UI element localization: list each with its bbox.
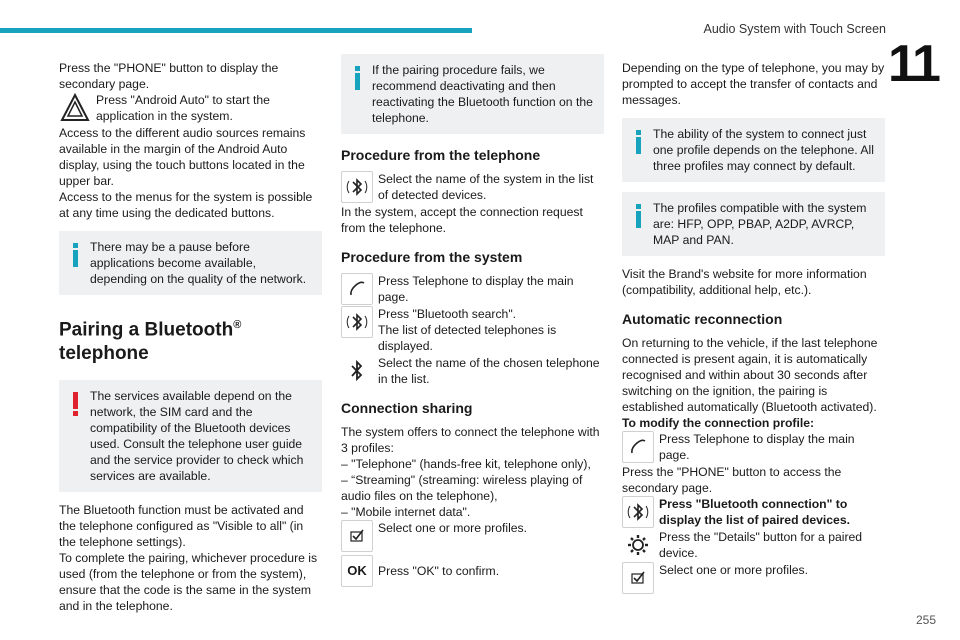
- info-note: [341, 54, 604, 134]
- paragraph: Access to the different audio sources remains available in the margin of the Android Auto display, using the touch buttons located in the upper bar.: [59, 126, 306, 188]
- info-icon: [629, 129, 651, 155]
- warning-icon: [66, 391, 88, 417]
- paragraph: Access to the menus for the system is possible at any time using the dedicated buttons.: [59, 190, 313, 220]
- paragraph: Depending on the type of telephone, you may by prompted to accept the transfer of contacts and messages.: [622, 61, 885, 107]
- instruction-row: [341, 171, 604, 203]
- paragraph: The system offers to connect the telephone with 3 profiles:: [341, 425, 600, 455]
- heading-automatic-reconnection: Automatic reconnection: [622, 311, 783, 327]
- instruction-row: [341, 555, 604, 587]
- info-icon: [348, 65, 370, 91]
- instruction-text: Press "Bluetooth connection" to display the list of paired devices.: [659, 497, 851, 527]
- instruction-row: [341, 355, 604, 387]
- paragraph: To complete the pairing, whichever procedure is used (from the telephone or from the system), ensure that the code is the same in the system and in the telephone.: [59, 551, 318, 614]
- header-accent-bar: [0, 28, 472, 33]
- warning-note: [59, 380, 322, 492]
- instruction-text: Press Telephone to display the main page.: [378, 274, 574, 304]
- telephone-icon: [622, 431, 654, 463]
- paragraph: On returning to the vehicle, if the last telephone connected is present again, it is automatically recognised and within about 30 seconds after switching on the ignition, the pairing is established automatically (Bluetooth activated).: [622, 336, 878, 414]
- instruction-text: Press "Bluetooth search".: [378, 307, 517, 321]
- instruction-text: The list of detected telephones is displayed.: [378, 323, 557, 353]
- instruction-text: Press "OK" to confirm.: [378, 564, 500, 578]
- instruction-row: [341, 306, 604, 354]
- page-number: 255: [915, 613, 936, 627]
- chapter-number: 11: [888, 35, 939, 93]
- instruction-row: [341, 273, 604, 305]
- paragraph: To modify the connection profile:: [622, 416, 815, 430]
- note-text: The services available depend on the network, the SIM card and the compatibility of the Bluetooth devices used. Consult the telephone user guide and the service provider to check which services are available.: [90, 389, 304, 484]
- instruction-row: [622, 529, 885, 561]
- heading-pairing: Pairing a Bluetooth® telephone: [59, 319, 242, 365]
- checkbox-icon: [622, 562, 654, 594]
- info-icon: [629, 203, 651, 229]
- list-item: – "Telephone" (hands-free kit, telephone only),: [341, 457, 591, 471]
- section-title: Audio System with Touch Screen: [703, 22, 886, 36]
- instruction-text: Press the "Details" button for a paired device.: [659, 530, 863, 560]
- paragraph: Press the "PHONE" button to access the secondary page.: [622, 465, 842, 495]
- list-item: – “Streaming" (streaming: wireless playing of audio files on the telephone),: [341, 473, 583, 503]
- gear-icon: [622, 529, 654, 561]
- instruction-row: [341, 520, 604, 552]
- column-3: [622, 60, 885, 595]
- column-2: [341, 54, 604, 588]
- paragraph: Press the "PHONE" button to display the secondary page.: [59, 61, 279, 91]
- instruction-text: Press "Android Auto" to start the application in the system.: [96, 93, 270, 123]
- instruction-text: Select one or more profiles.: [378, 521, 528, 535]
- instruction-text: Select one or more profiles.: [659, 563, 809, 577]
- heading-connection-sharing: Connection sharing: [341, 400, 473, 416]
- info-note: [59, 231, 322, 295]
- ok-icon: OK: [341, 555, 373, 587]
- instruction-text: Select the name of the chosen telephone in the list.: [378, 356, 600, 386]
- instruction-row: [622, 562, 885, 594]
- note-text: The ability of the system to connect just one profile depends on the telephone. All three profiles may connect by default.: [653, 127, 874, 173]
- instruction-text: Select the name of the system in the list of detected devices.: [378, 172, 594, 202]
- note-text: There may be a pause before applications become available, depending on the quality of the network.: [90, 240, 307, 286]
- note-text: If the pairing procedure fails, we recommend deactivating and then reactivating the Bluetooth function on the telephone.: [372, 63, 593, 125]
- info-icon: [66, 242, 88, 268]
- list-item: – "Mobile internet data".: [341, 505, 471, 519]
- column-1: [59, 60, 322, 614]
- instruction-text: Press Telephone to display the main page.: [659, 432, 855, 462]
- heading-procedure-system: Procedure from the system: [341, 249, 523, 265]
- bluetooth-search-icon: [341, 306, 373, 338]
- paragraph: The Bluetooth function must be activated and the telephone configured as "Visible to all" (in the telephone settings).: [59, 503, 304, 550]
- heading-procedure-telephone: Procedure from the telephone: [341, 147, 541, 163]
- info-note: [622, 192, 885, 256]
- bluetooth-icon: [341, 171, 373, 203]
- bluetooth-connection-icon: [622, 496, 654, 528]
- telephone-icon: [341, 273, 373, 305]
- android-auto-icon: [59, 92, 91, 124]
- instruction-row: [622, 496, 885, 528]
- info-note: [622, 118, 885, 182]
- instruction-row: [622, 431, 885, 463]
- paragraph: In the system, accept the connection request from the telephone.: [341, 205, 583, 235]
- android-auto-row: [59, 92, 322, 124]
- note-text: The profiles compatible with the system are: HFP, OPP, PBAP, A2DP, AVRCP, MAP and PAN.: [653, 201, 867, 247]
- paragraph: Visit the Brand's website for more information (compatibility, additional help, etc.).: [622, 267, 867, 297]
- bluetooth-icon: [341, 355, 373, 387]
- checkbox-icon: [341, 520, 373, 552]
